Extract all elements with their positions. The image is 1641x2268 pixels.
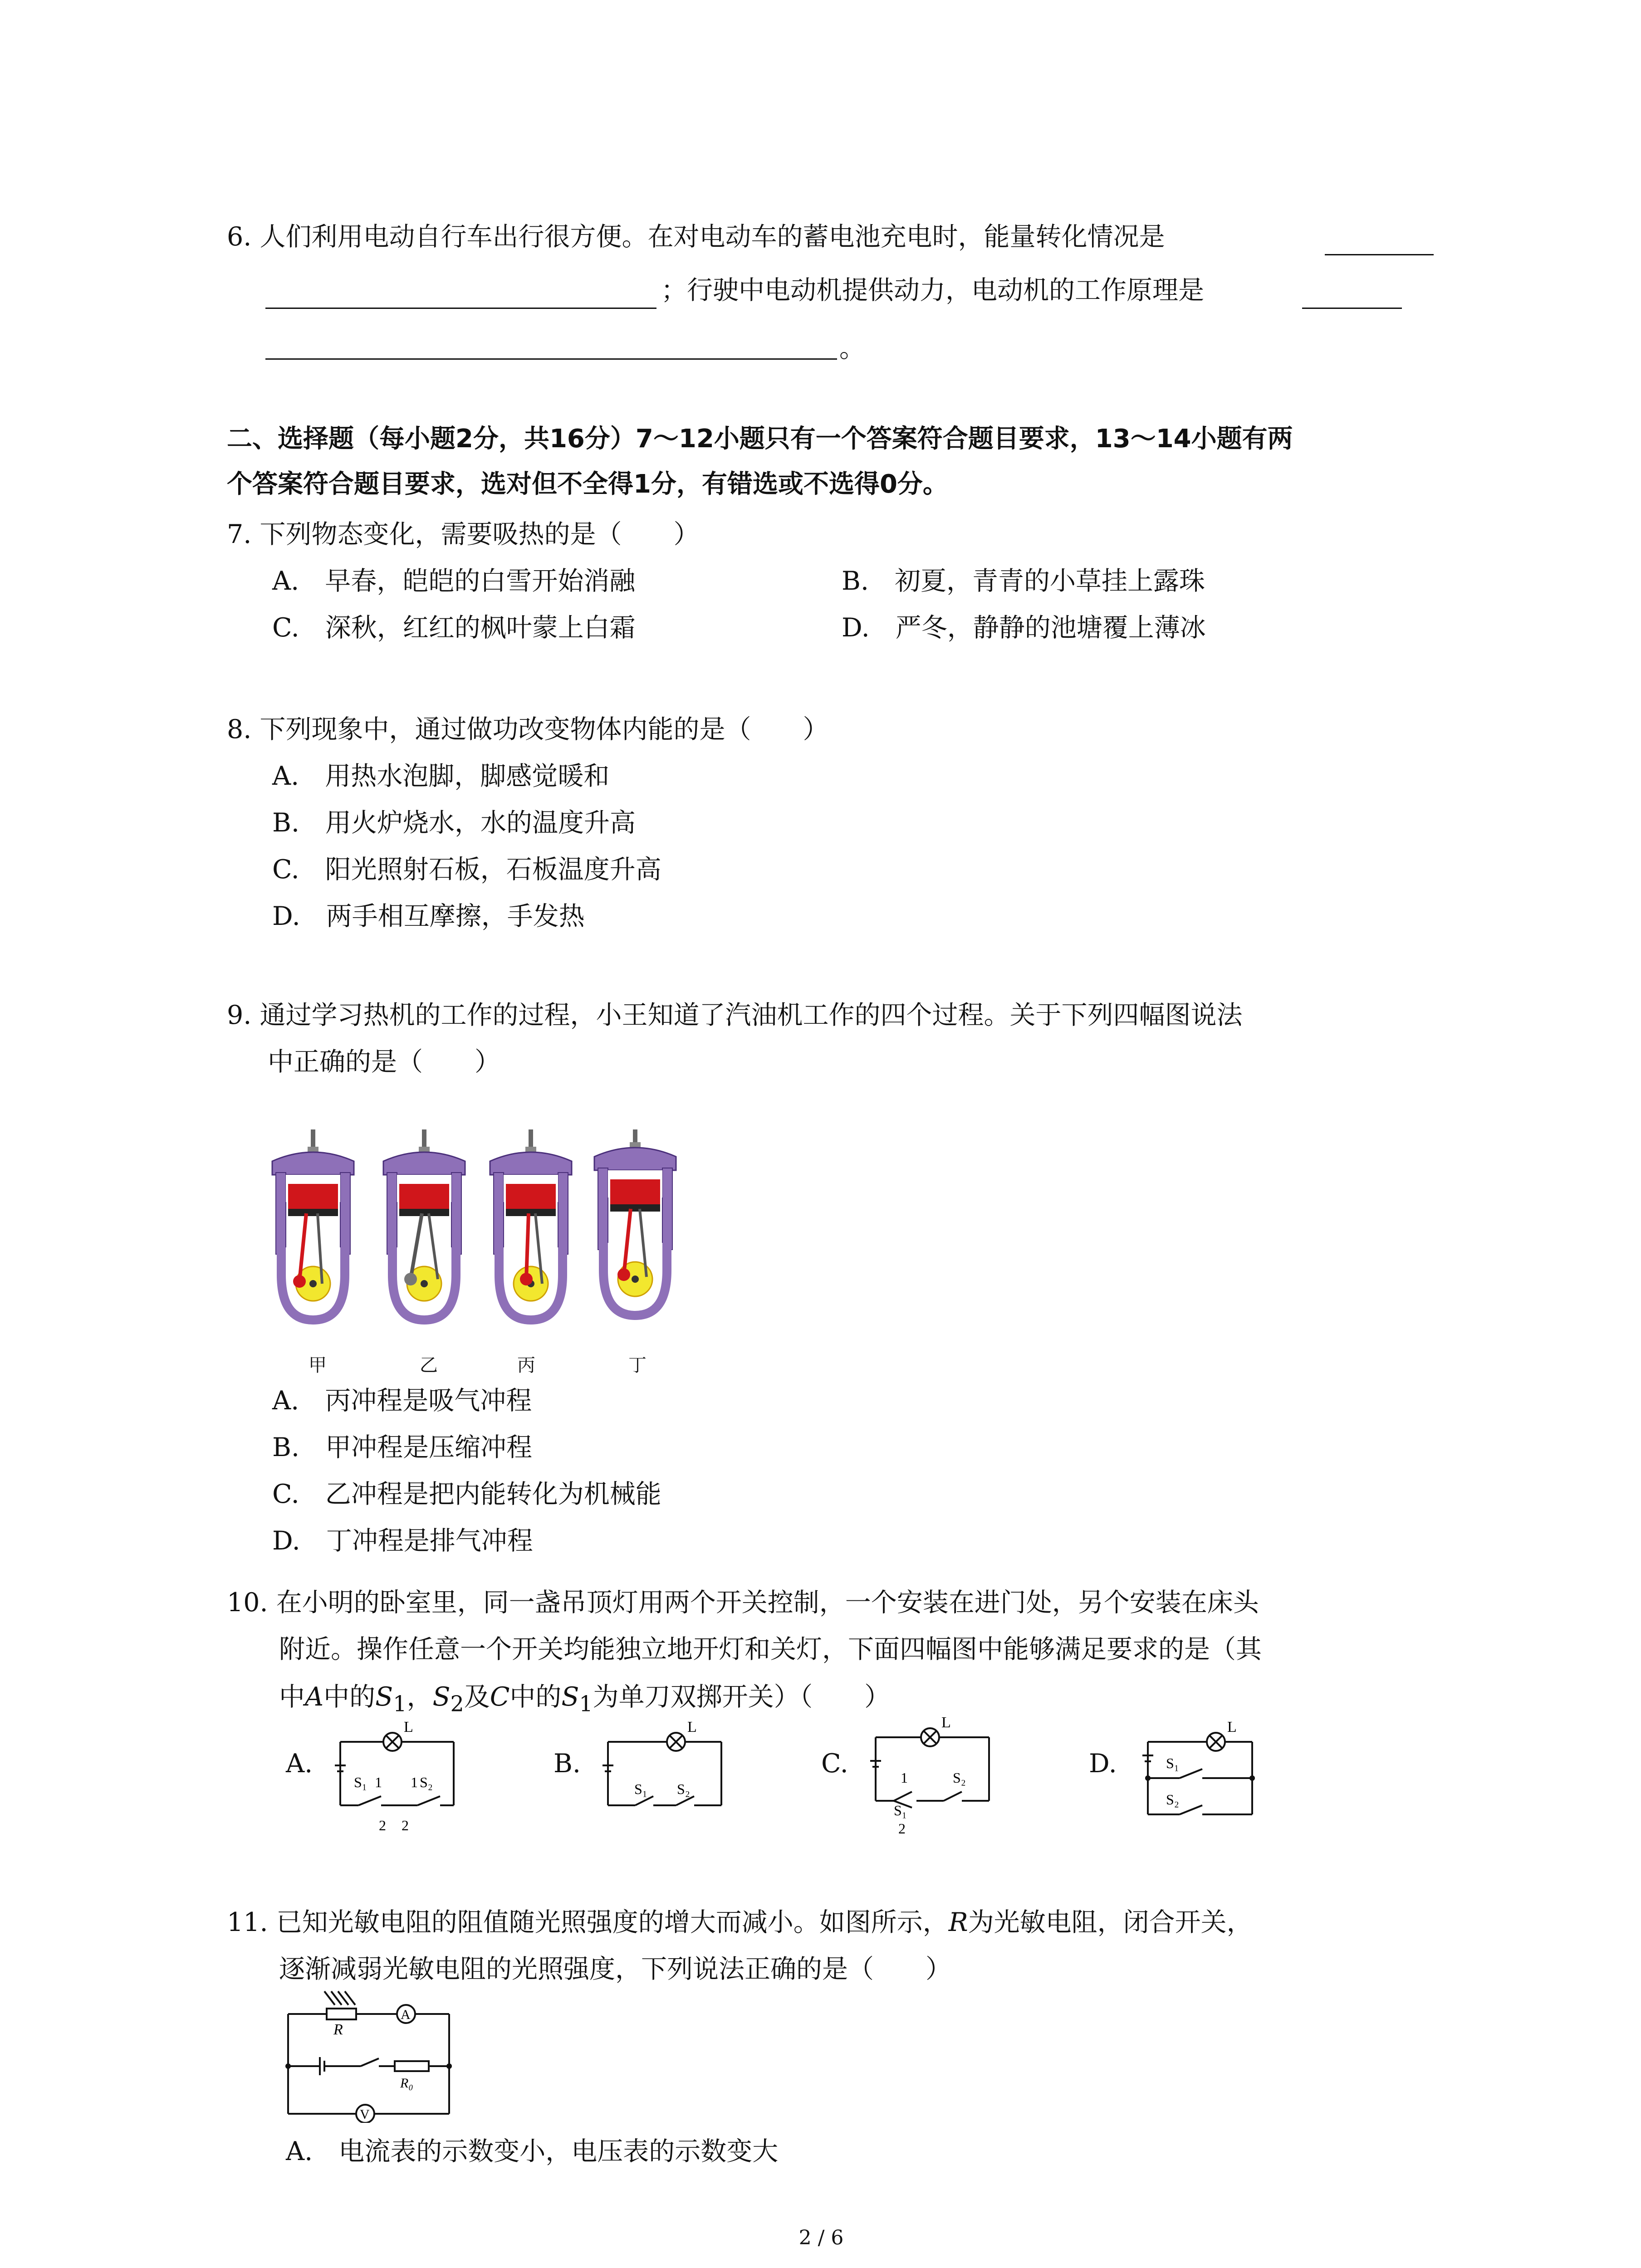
svg-text:R₀: R₀	[400, 2076, 413, 2091]
q9-option-b[interactable]: B. 甲冲程是压缩冲程	[272, 1432, 533, 1462]
q10-option-a-label[interactable]: A.	[286, 1749, 313, 1779]
svg-text:R: R	[333, 2021, 343, 2038]
engine-yi	[383, 1129, 465, 1320]
q6-blank-2b[interactable]	[265, 358, 837, 360]
q7-stem: 7. 下列物态变化，需要吸热的是（ ）	[227, 519, 700, 549]
svg-text:1: 1	[375, 1774, 382, 1790]
q9-option-c[interactable]: C. 乙冲程是把内能转化为机械能	[272, 1479, 661, 1509]
q9-option-a[interactable]: A. 丙冲程是吸气冲程	[272, 1386, 532, 1416]
svg-text:S₂: S₂	[1166, 1791, 1179, 1808]
q11-stem-1: 11. 已知光敏电阻的阻值随光照强度的增大而减小。如图所示，R为光敏电阻，闭合开关，	[227, 1907, 1253, 1937]
svg-text:2: 2	[898, 1820, 906, 1837]
q9-stem-1: 9. 通过学习热机的工作的过程，小王知道了汽油机工作的四个过程。关于下列四幅图说法	[227, 1000, 1243, 1030]
q9-option-d[interactable]: D. 丁冲程是排气冲程	[272, 1526, 533, 1556]
svg-text:2: 2	[402, 1817, 409, 1833]
q6-line2: ；行驶中电动机提供动力，电动机的工作原理是	[661, 275, 1204, 305]
q11-option-a[interactable]: A. 电流表的示数变小，电压表的示数变大	[286, 2136, 779, 2166]
svg-text:L: L	[687, 1719, 697, 1735]
q6-line3-end: 。	[839, 333, 865, 363]
circuit-b[interactable]	[599, 1715, 735, 1819]
q8-option-c[interactable]: C. 阳光照射石板，石板温度升高	[272, 855, 661, 885]
q6-blank-1a[interactable]	[1325, 254, 1434, 255]
svg-text:2: 2	[379, 1817, 386, 1833]
q9-stem-2: 中正确的是（ ）	[268, 1047, 500, 1077]
circuit-d[interactable]	[1139, 1715, 1275, 1823]
q7-option-c[interactable]: C. 深秋，红红的枫叶蒙上白霜	[272, 613, 636, 643]
q7-option-a[interactable]: A. 早春，皑皑的白雪开始消融	[272, 566, 636, 596]
svg-text:V: V	[360, 2107, 370, 2122]
svg-text:S₁: S₁	[894, 1802, 907, 1818]
engine-label-jia: 甲	[309, 1355, 327, 1376]
q10-stem-1: 10. 在小明的卧室里，同一盏吊顶灯用两个开关控制，一个安装在进门处，另个安装在床头	[227, 1588, 1259, 1618]
q8-option-d[interactable]: D. 两手相互摩擦，手发热	[272, 901, 585, 931]
q10-option-d-label[interactable]: D.	[1089, 1749, 1117, 1779]
q10-stem-3: 中A中的$S_1$，$S_2$及C中的$S_1$为单刀双掷开关）（ ）	[279, 1682, 891, 1717]
svg-text:1: 1	[411, 1774, 418, 1790]
q8-option-b[interactable]: B. 用火炉烧水，水的温度升高	[272, 808, 636, 838]
engine-strokes-figure	[268, 1129, 712, 1343]
q11-stem-2: 逐渐减弱光敏电阻的光照强度，下列说法正确的是（ ）	[279, 1954, 951, 1984]
engine-label-ding: 丁	[628, 1355, 647, 1376]
svg-text:L: L	[404, 1719, 413, 1735]
q6-blank-2a[interactable]	[1302, 308, 1402, 309]
svg-text:S₂: S₂	[420, 1774, 433, 1790]
svg-text:S₁: S₁	[634, 1781, 647, 1797]
svg-text:S₁: S₁	[354, 1774, 367, 1790]
q6-blank-1b[interactable]	[265, 308, 656, 309]
q7-option-d[interactable]: D. 严冬，静静的池塘覆上薄冰	[842, 613, 1206, 643]
q8-stem: 8. 下列现象中，通过做功改变物体内能的是（ ）	[227, 714, 829, 744]
svg-text:S₂: S₂	[953, 1769, 966, 1786]
page-number: 2 / 6	[798, 2226, 844, 2249]
q10-option-b-label[interactable]: B.	[554, 1749, 581, 1779]
svg-text:L: L	[941, 1714, 951, 1731]
svg-text:A: A	[401, 2007, 411, 2022]
q10-stem-2: 附近。操作任意一个开关均能独立地开灯和关灯，下面四幅图中能够满足要求的是（其	[279, 1634, 1262, 1664]
q10-option-c-label[interactable]: C.	[821, 1749, 848, 1779]
engine-label-yi: 乙	[420, 1355, 438, 1376]
section2-line2: 个答案符合题目要求，选对但不全得1分，有错选或不选得0分。	[227, 469, 948, 499]
q7-option-b[interactable]: B. 初夏，青青的小草挂上露珠	[842, 566, 1205, 596]
circuit-a[interactable]	[331, 1715, 467, 1837]
svg-text:L: L	[1227, 1719, 1237, 1735]
engine-label-bing: 丙	[517, 1355, 535, 1376]
engine-ding	[594, 1129, 676, 1315]
svg-text:1: 1	[901, 1769, 908, 1786]
svg-text:S₁: S₁	[1166, 1755, 1179, 1771]
engine-bing	[490, 1129, 572, 1320]
section2-line1: 二、选择题（每小题2分，共16分）7～12小题只有一个答案符合题目要求，13～14小题有两	[227, 424, 1293, 454]
q8-option-a[interactable]: A. 用热水泡脚，脚感觉暖和	[272, 761, 610, 791]
engine-jia	[272, 1129, 354, 1320]
photoresistor-circuit	[281, 1987, 463, 2123]
svg-text:S₂: S₂	[677, 1781, 690, 1797]
q6-line1: 6. 人们利用电动自行车出行很方便。在对电动车的蓄电池充电时，能量转化情况是	[227, 222, 1165, 252]
circuit-c[interactable]	[867, 1710, 1003, 1837]
